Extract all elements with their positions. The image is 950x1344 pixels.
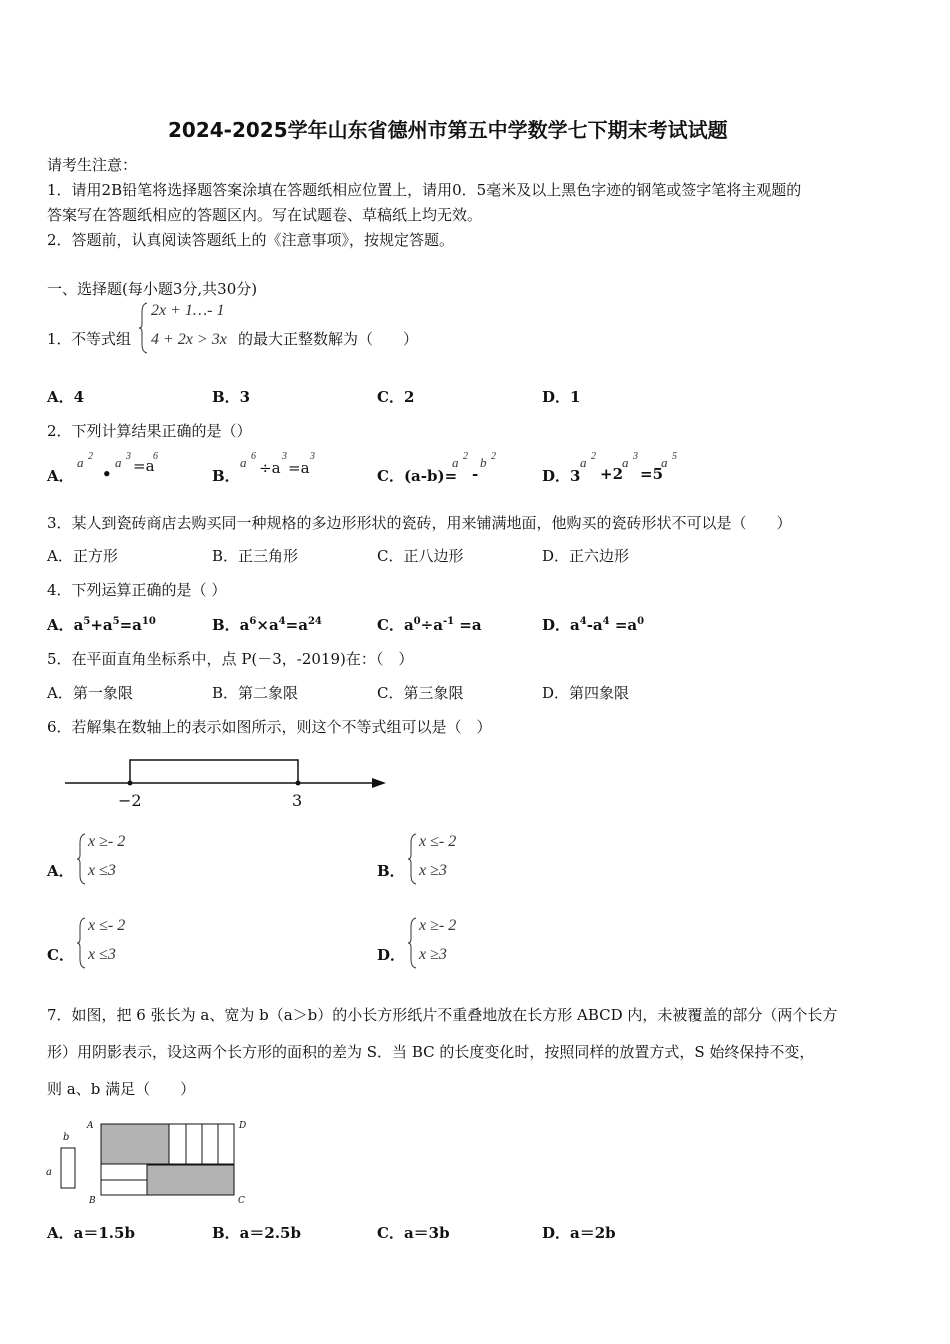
exponent: 4: [278, 616, 286, 627]
question-text: 7．如图，把 6 张长为 a、宽为 b（a＞b）的小长方形纸片不重叠地放在长方形 ABCD 内，未被覆盖的部分（两个长方: [47, 1006, 838, 1024]
exponent: 2: [88, 451, 93, 462]
inequality-line: x ≥3: [419, 946, 447, 963]
exponent: 0: [413, 616, 421, 627]
answer-option[interactable]: D．正六边形: [542, 547, 630, 565]
answer-option[interactable]: B．3: [212, 388, 251, 406]
inequality-line: x ≤- 2: [88, 917, 126, 934]
answer-option[interactable]: C．第三象限: [377, 684, 464, 702]
answer-option[interactable]: A．a＝1.5b: [47, 1224, 135, 1242]
answer-option[interactable]: C．正八边形: [377, 547, 464, 565]
math-term: ×a: [256, 616, 279, 634]
math-term: =a: [285, 616, 308, 634]
math-term: C．a: [377, 616, 414, 634]
option-label: A．: [47, 862, 74, 880]
answer-option[interactable]: D．a＝2b: [542, 1224, 616, 1242]
exponent: -1: [442, 616, 455, 627]
answer-option[interactable]: C．2: [377, 388, 415, 406]
answer-option[interactable]: [47, 830, 197, 890]
system-brace: [408, 833, 418, 885]
answer-option[interactable]: [47, 914, 197, 974]
page-title: 2024-2025学年山东省德州市第五中学数学七下期末考试试题: [168, 118, 728, 142]
answer-option[interactable]: B．a＝2.5b: [212, 1224, 301, 1242]
answer-option[interactable]: B．第二象限: [212, 684, 299, 702]
answer-option[interactable]: A．第一象限: [47, 684, 133, 702]
exponent: 3: [126, 451, 131, 462]
math-term: ÷a: [259, 459, 281, 477]
math-term: =a: [454, 616, 482, 634]
math-term: a: [580, 455, 587, 470]
answer-option[interactable]: [47, 614, 156, 635]
answer-option[interactable]: [212, 451, 362, 485]
system-brace: [77, 833, 87, 885]
option-label: A．: [47, 467, 74, 485]
question-text: 不等式组: [71, 330, 132, 348]
inequality-line: x ≥3: [419, 862, 447, 879]
exponent: 2: [591, 451, 596, 462]
math-term: a: [661, 455, 668, 470]
exponent: 4: [579, 616, 587, 627]
math-term: =a: [133, 457, 155, 475]
section-heading: 一、选择题(每小题3分,共30分): [47, 280, 258, 298]
exponent: 3: [633, 451, 638, 462]
question-number: 1．: [47, 330, 72, 348]
inequality-line: x ≥- 2: [419, 917, 457, 934]
shaded-region: [101, 1124, 169, 1164]
solution-interval: [130, 760, 298, 783]
vertex-C: C: [238, 1196, 245, 1206]
exponent: 6: [251, 451, 256, 462]
option-label: C．: [47, 946, 74, 964]
math-operator: -: [472, 465, 479, 483]
math-term: D．a: [542, 616, 580, 634]
answer-option[interactable]: [542, 614, 644, 635]
math-operator: •: [102, 465, 112, 483]
notice-line: 答案写在答题纸相应的答题区内。写在试题卷、草稿纸上均无效。: [47, 206, 483, 224]
exponent: 2: [491, 451, 496, 462]
question-text: 2．下列计算结果正确的是（）: [47, 422, 252, 440]
small-rectangle: [61, 1148, 75, 1188]
exponent: 2: [463, 451, 468, 462]
math-term: +a: [90, 616, 113, 634]
system-brace: [139, 302, 149, 354]
math-term: -a: [586, 616, 603, 634]
option-label: C．(a-b)=: [377, 467, 458, 485]
question-text: 的最大正整数解为（ ）: [238, 330, 419, 348]
answer-option[interactable]: [377, 830, 527, 890]
answer-option[interactable]: [377, 451, 527, 485]
answer-option[interactable]: [212, 614, 322, 635]
math-term: A．a: [47, 616, 84, 634]
exponent: 24: [307, 616, 322, 627]
number-line-figure: [60, 752, 395, 812]
math-term: b: [480, 455, 487, 470]
math-term: =a: [119, 616, 142, 634]
question-text: 形）用阴影表示，设这两个长方形的面积的差为 S．当 BC 的长度变化时，按照同样的放置方式，S 始终保持不变，: [47, 1043, 815, 1061]
label-b: b: [63, 1132, 70, 1143]
option-label: D．3: [542, 467, 581, 485]
inequality-line: x ≤- 2: [419, 833, 457, 850]
notice-heading: 请考生注意：: [47, 156, 138, 174]
exponent: 6: [249, 616, 257, 627]
vertex-D: D: [239, 1121, 247, 1131]
answer-option[interactable]: [377, 914, 527, 974]
exponent: 5: [83, 616, 91, 627]
answer-option[interactable]: D．1: [542, 388, 581, 406]
vertex-A: A: [87, 1121, 94, 1131]
label-a: a: [46, 1167, 52, 1178]
math-term: =5: [640, 465, 664, 483]
answer-option[interactable]: A．正方形: [47, 547, 118, 565]
notice-line: 1．请用2B铅笔将选择题答案涂填在答题纸相应位置上，请用0．5毫米及以上黑色字迹的钢笔或签字笔将主观题的: [47, 181, 802, 199]
option-label: D．: [377, 946, 406, 964]
closed-endpoint: [128, 781, 133, 786]
answer-option[interactable]: [377, 614, 482, 635]
math-term: =a: [288, 459, 310, 477]
question-text: 3．某人到瓷砖商店去购买同一种规格的多边形形状的瓷砖，用来铺满地面，他购买的瓷砖形状不可以是（ ）: [47, 514, 792, 532]
math-term: =a: [609, 616, 638, 634]
inequality-line: x ≤3: [88, 862, 116, 879]
equation-line: 4 + 2x > 3x: [151, 331, 227, 348]
closed-endpoint: [296, 781, 301, 786]
option-label: B．: [377, 862, 405, 880]
question-text: 6．若解集在数轴上的表示如图所示，则这个不等式组可以是（ ）: [47, 718, 492, 736]
answer-option[interactable]: A．4: [47, 388, 85, 406]
vertex-B: B: [89, 1196, 96, 1206]
exponent: 5: [672, 451, 677, 462]
question-text: 则 a、b 满足（ ）: [47, 1080, 196, 1098]
math-term: ÷a: [420, 616, 443, 634]
shaded-region: [147, 1165, 234, 1195]
math-term: +2: [600, 465, 624, 483]
notice-line: 2．答题前，认真阅读答题纸上的《注意事项》，按规定答题。: [47, 231, 455, 249]
answer-option[interactable]: [542, 451, 702, 485]
system-brace: [77, 917, 87, 969]
math-term: a: [622, 455, 629, 470]
exponent: 3: [282, 451, 287, 462]
answer-option[interactable]: C．a＝3b: [377, 1224, 450, 1242]
tick-label: 3: [292, 791, 303, 810]
exponent: 4: [602, 616, 610, 627]
tick-label: −2: [118, 791, 142, 810]
exponent: 3: [310, 451, 315, 462]
exponent: 10: [141, 616, 156, 627]
inequality-line: x ≥- 2: [88, 833, 126, 850]
rectangle-figure: [42, 1115, 257, 1210]
answer-option[interactable]: [47, 451, 197, 485]
math-term: B．a: [212, 616, 250, 634]
option-label: B．: [212, 467, 240, 485]
answer-option[interactable]: B．正三角形: [212, 547, 299, 565]
math-term: a: [240, 455, 247, 470]
axis-arrow: [372, 778, 386, 788]
inequality-line: x ≤3: [88, 946, 116, 963]
question-text: 4．下列运算正确的是（ ）: [47, 581, 227, 599]
math-term: a: [115, 455, 122, 470]
math-term: a: [452, 455, 459, 470]
math-term: a: [77, 455, 84, 470]
question-text: 5．在平面直角坐标系中，点 P(－3，-2019)在：（ ）: [47, 650, 414, 668]
exponent: 0: [637, 616, 645, 627]
exponent: 6: [153, 451, 158, 462]
system-brace: [408, 917, 418, 969]
answer-option[interactable]: D．第四象限: [542, 684, 630, 702]
equation-line: 2x + 1…- 1: [151, 302, 225, 319]
exponent: 5: [112, 616, 120, 627]
